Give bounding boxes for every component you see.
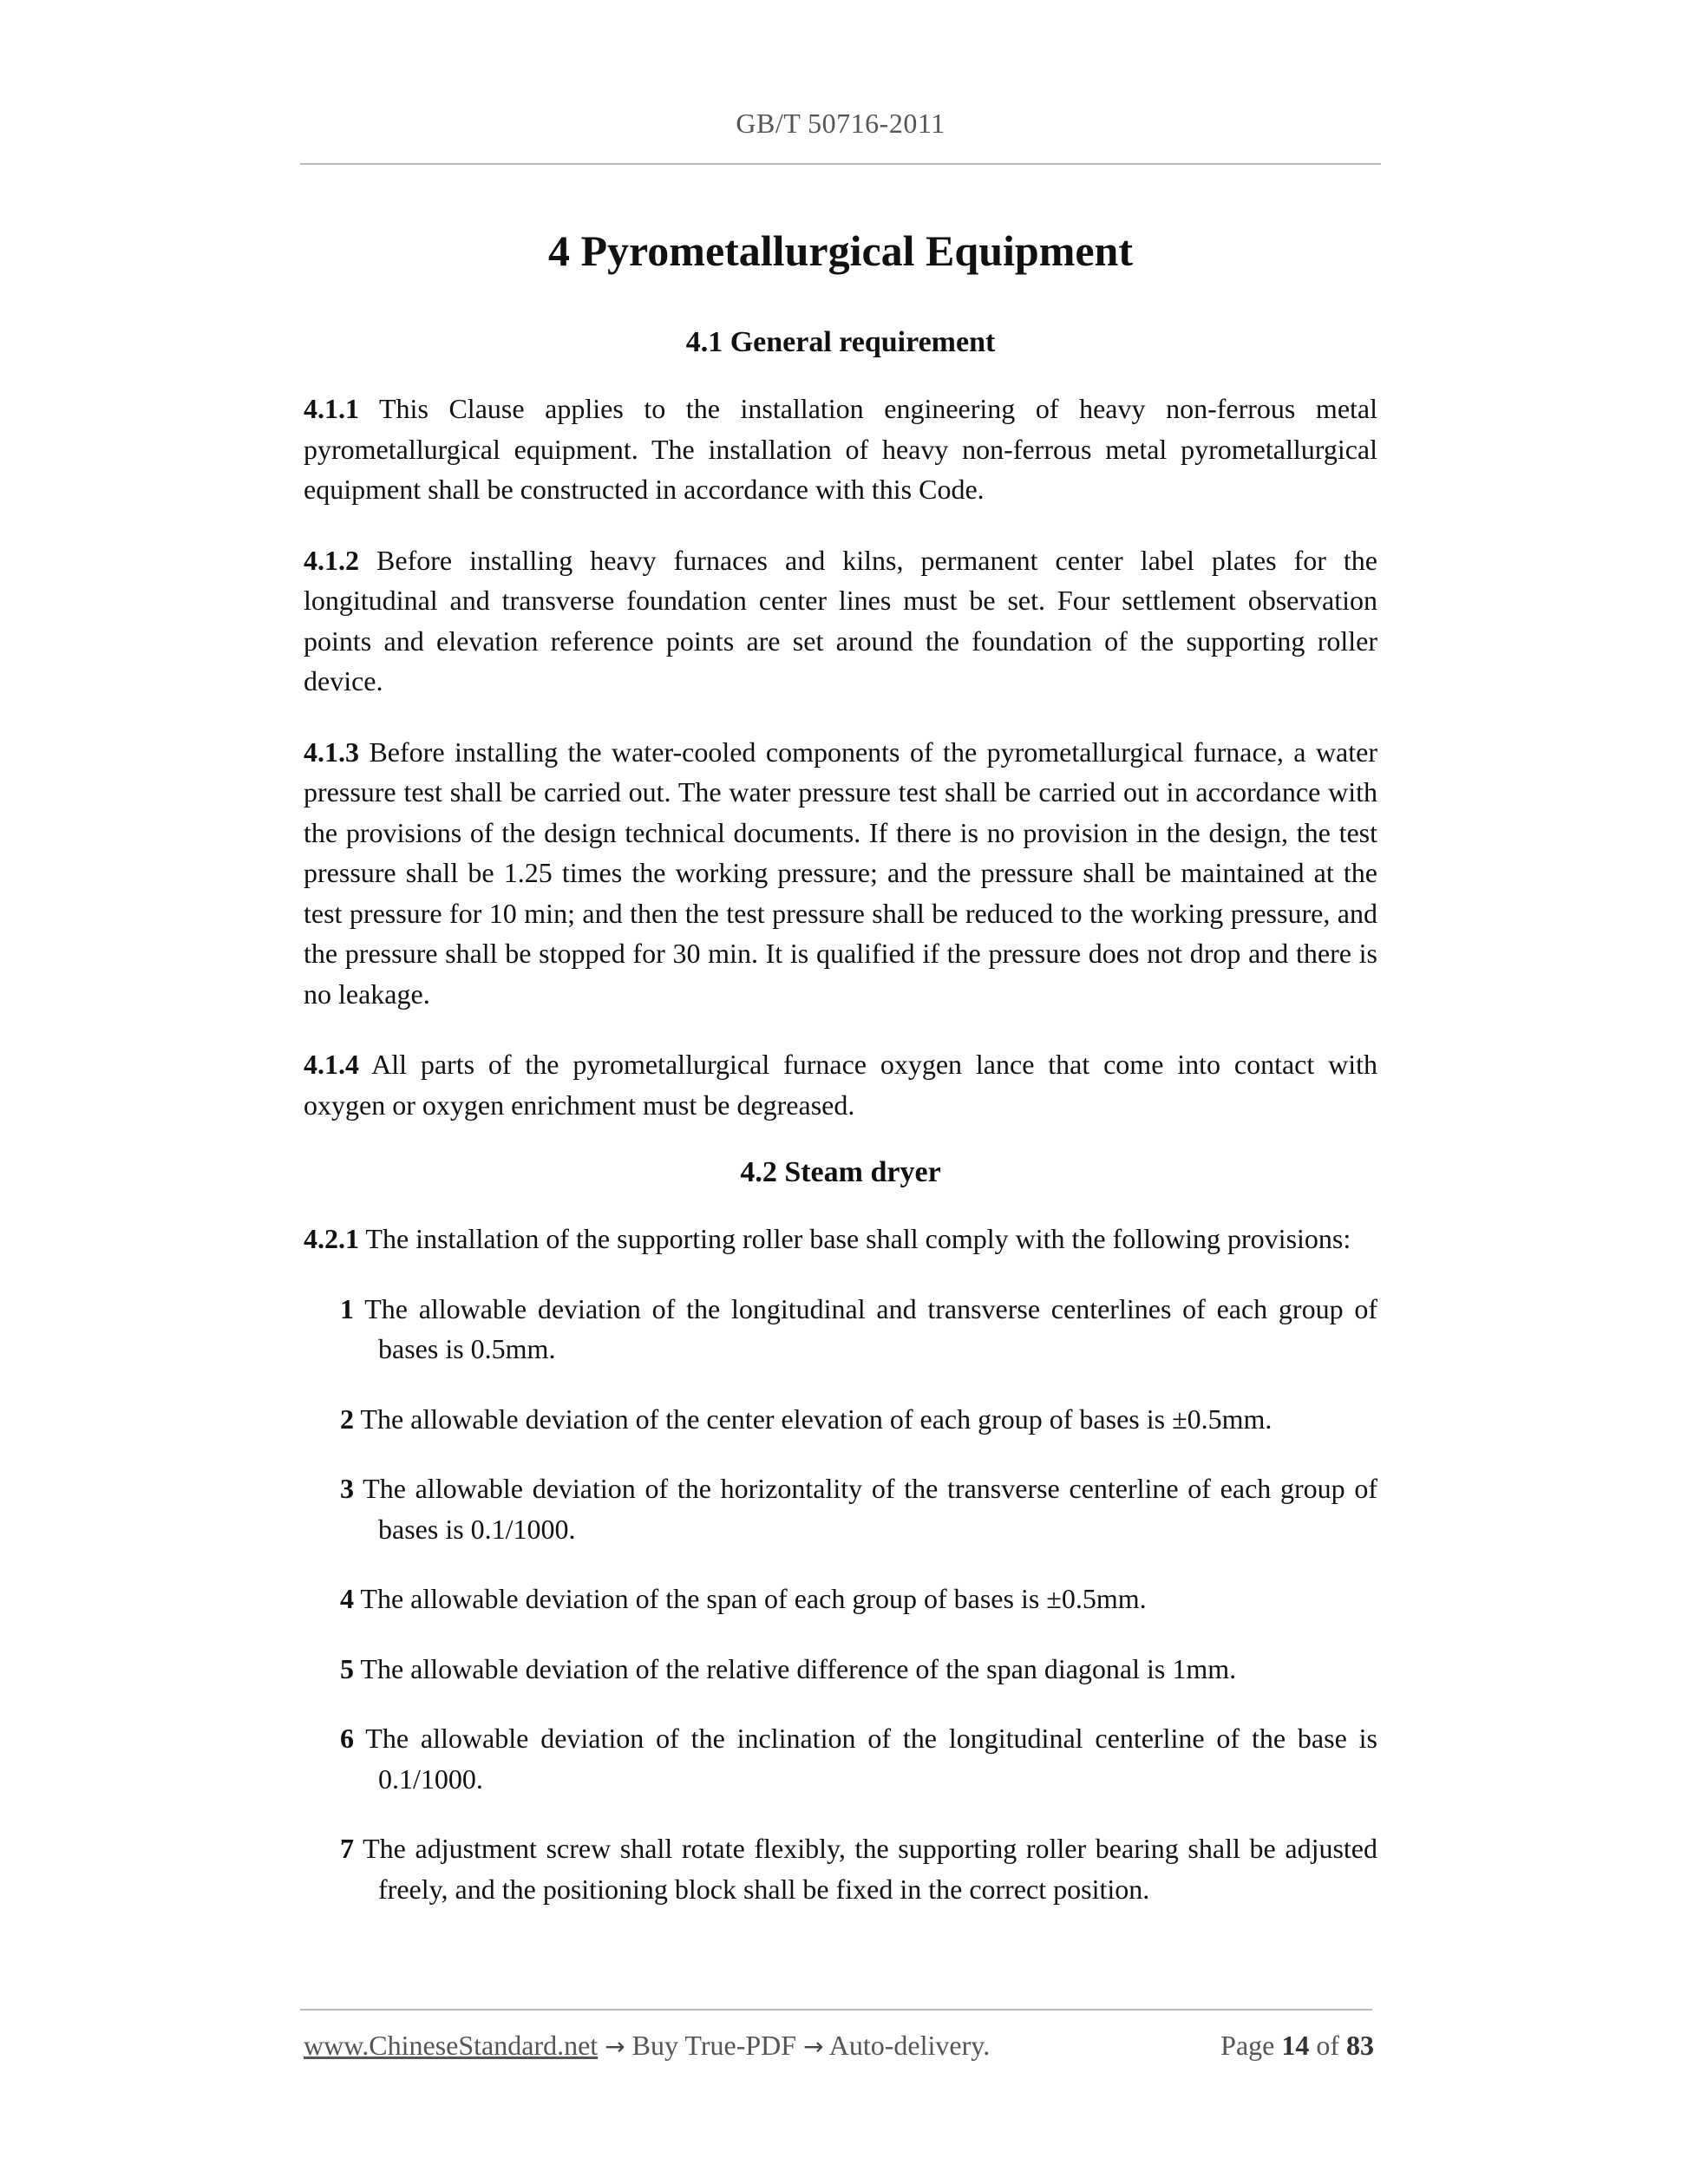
section-title-4-2: 4.2 Steam dryer (740, 1156, 941, 1188)
item-number: 4 (340, 1583, 354, 1614)
item-text: The allowable deviation of the horizontality of the transverse centerline of each group of bases is 0.1/1000. (363, 1473, 1378, 1545)
clause-text: Before installing the water-cooled components of the pyrometallurgical furnace, a water pressure test shall be carried out. The water pressure test shall be carried out in accordance with the provisions of the design technical documents. If there is no provision in the design, the test pressure shall be 1.25 times the working pressure; and the pressure shall be maintained at the test pressure for 10 min; and then the test pressure shall be reduced to the working pressure, and the pressure shall be stopped for 30 min. It is qualified if the pressure does not drop and there is no leakage. (304, 736, 1378, 1010)
clause-number: 4.1.1 (304, 393, 359, 424)
clause-4-2-1 (304, 1219, 1377, 1259)
item-text: The allowable deviation of the inclination of the longitudinal centerline of the base is 0.1/1000. (365, 1723, 1377, 1795)
clause-number: 4.1.3 (304, 736, 359, 768)
clause-4-1-4 (304, 1044, 1377, 1125)
of-label: of (1316, 2030, 1339, 2061)
clause-text: Before installing heavy furnaces and kilns, permanent center label plates for the longitudinal and transverse foundation center lines must be set. Four settlement observation points and elevation reference points are set around the foundation of the supporting roller device. (304, 544, 1378, 696)
list-item-1 (340, 1289, 1377, 1370)
item-text: The allowable deviation of the relative difference of the span diagonal is 1mm. (360, 1652, 1237, 1684)
list-item-2 (340, 1399, 1377, 1440)
list-item-4 (340, 1579, 1377, 1619)
clause-text: All parts of the pyrometallurgical furnace oxygen lance that come into contact with oxygen or oxygen enrichment must be degreased. (304, 1049, 1378, 1121)
buy-pdf-text: Buy True-PDF (631, 2030, 797, 2061)
clause-4-1-2 (304, 540, 1377, 702)
footer-promo (304, 2030, 990, 2062)
document-body (304, 323, 1377, 1909)
header-divider (300, 163, 1381, 165)
arrow-right-icon: → (803, 2032, 824, 2061)
auto-delivery-text: Auto-delivery. (828, 2030, 991, 2061)
list-item-6 (340, 1718, 1377, 1799)
item-number: 5 (340, 1652, 354, 1684)
item-text: The adjustment screw shall rotate flexibly, the supporting roller bearing shall be adjusted freely, and the positioning block shall be fixed in the correct position. (363, 1833, 1377, 1905)
clause-number: 4.2.1 (304, 1223, 359, 1254)
item-number: 1 (340, 1292, 354, 1324)
clause-number: 4.1.2 (304, 544, 359, 576)
item-text: The allowable deviation of the center elevation of each group of bases is ±0.5mm. (360, 1403, 1273, 1435)
list-item-5 (340, 1649, 1377, 1690)
list-item-7 (340, 1828, 1377, 1909)
chapter-title: 4 Pyrometallurgical Equipment (547, 226, 1134, 275)
page-label: Page (1220, 2030, 1275, 2061)
current-page-number: 14 (1281, 2030, 1310, 2061)
item-text: The allowable deviation of the longitudinal and transverse centerlines of each group of bases is 0.5mm. (364, 1292, 1378, 1364)
item-text: The allowable deviation of the span of each group of bases is ±0.5mm. (360, 1583, 1147, 1614)
footer-divider (300, 2009, 1372, 2011)
total-page-number: 83 (1346, 2030, 1374, 2061)
website-link[interactable]: www.ChineseStandard.net (304, 2030, 599, 2061)
item-number: 2 (340, 1403, 354, 1435)
list-item-3 (340, 1468, 1377, 1549)
clause-text: This Clause applies to the installation engineering of heavy non-ferrous metal pyrometallurgical equipment. The installation of heavy non-ferrous metal pyrometallurgical equipment shall be constructed in accordance with this Code. (304, 393, 1378, 505)
clause-4-1-1 (304, 389, 1377, 510)
clause-4-1-3 (304, 732, 1377, 1015)
item-number: 6 (340, 1723, 354, 1754)
section-title-4-1: 4.1 General requirement (685, 326, 996, 358)
item-number: 3 (340, 1473, 354, 1504)
standard-code-header: GB/T 50716-2011 (736, 108, 945, 139)
page-indicator (1188, 2030, 1374, 2062)
clause-number: 4.1.4 (304, 1049, 359, 1080)
item-number: 7 (340, 1833, 354, 1864)
clause-text: The installation of the supporting roller base shall comply with the following provisions: (365, 1223, 1351, 1254)
arrow-right-icon: → (605, 2032, 625, 2061)
